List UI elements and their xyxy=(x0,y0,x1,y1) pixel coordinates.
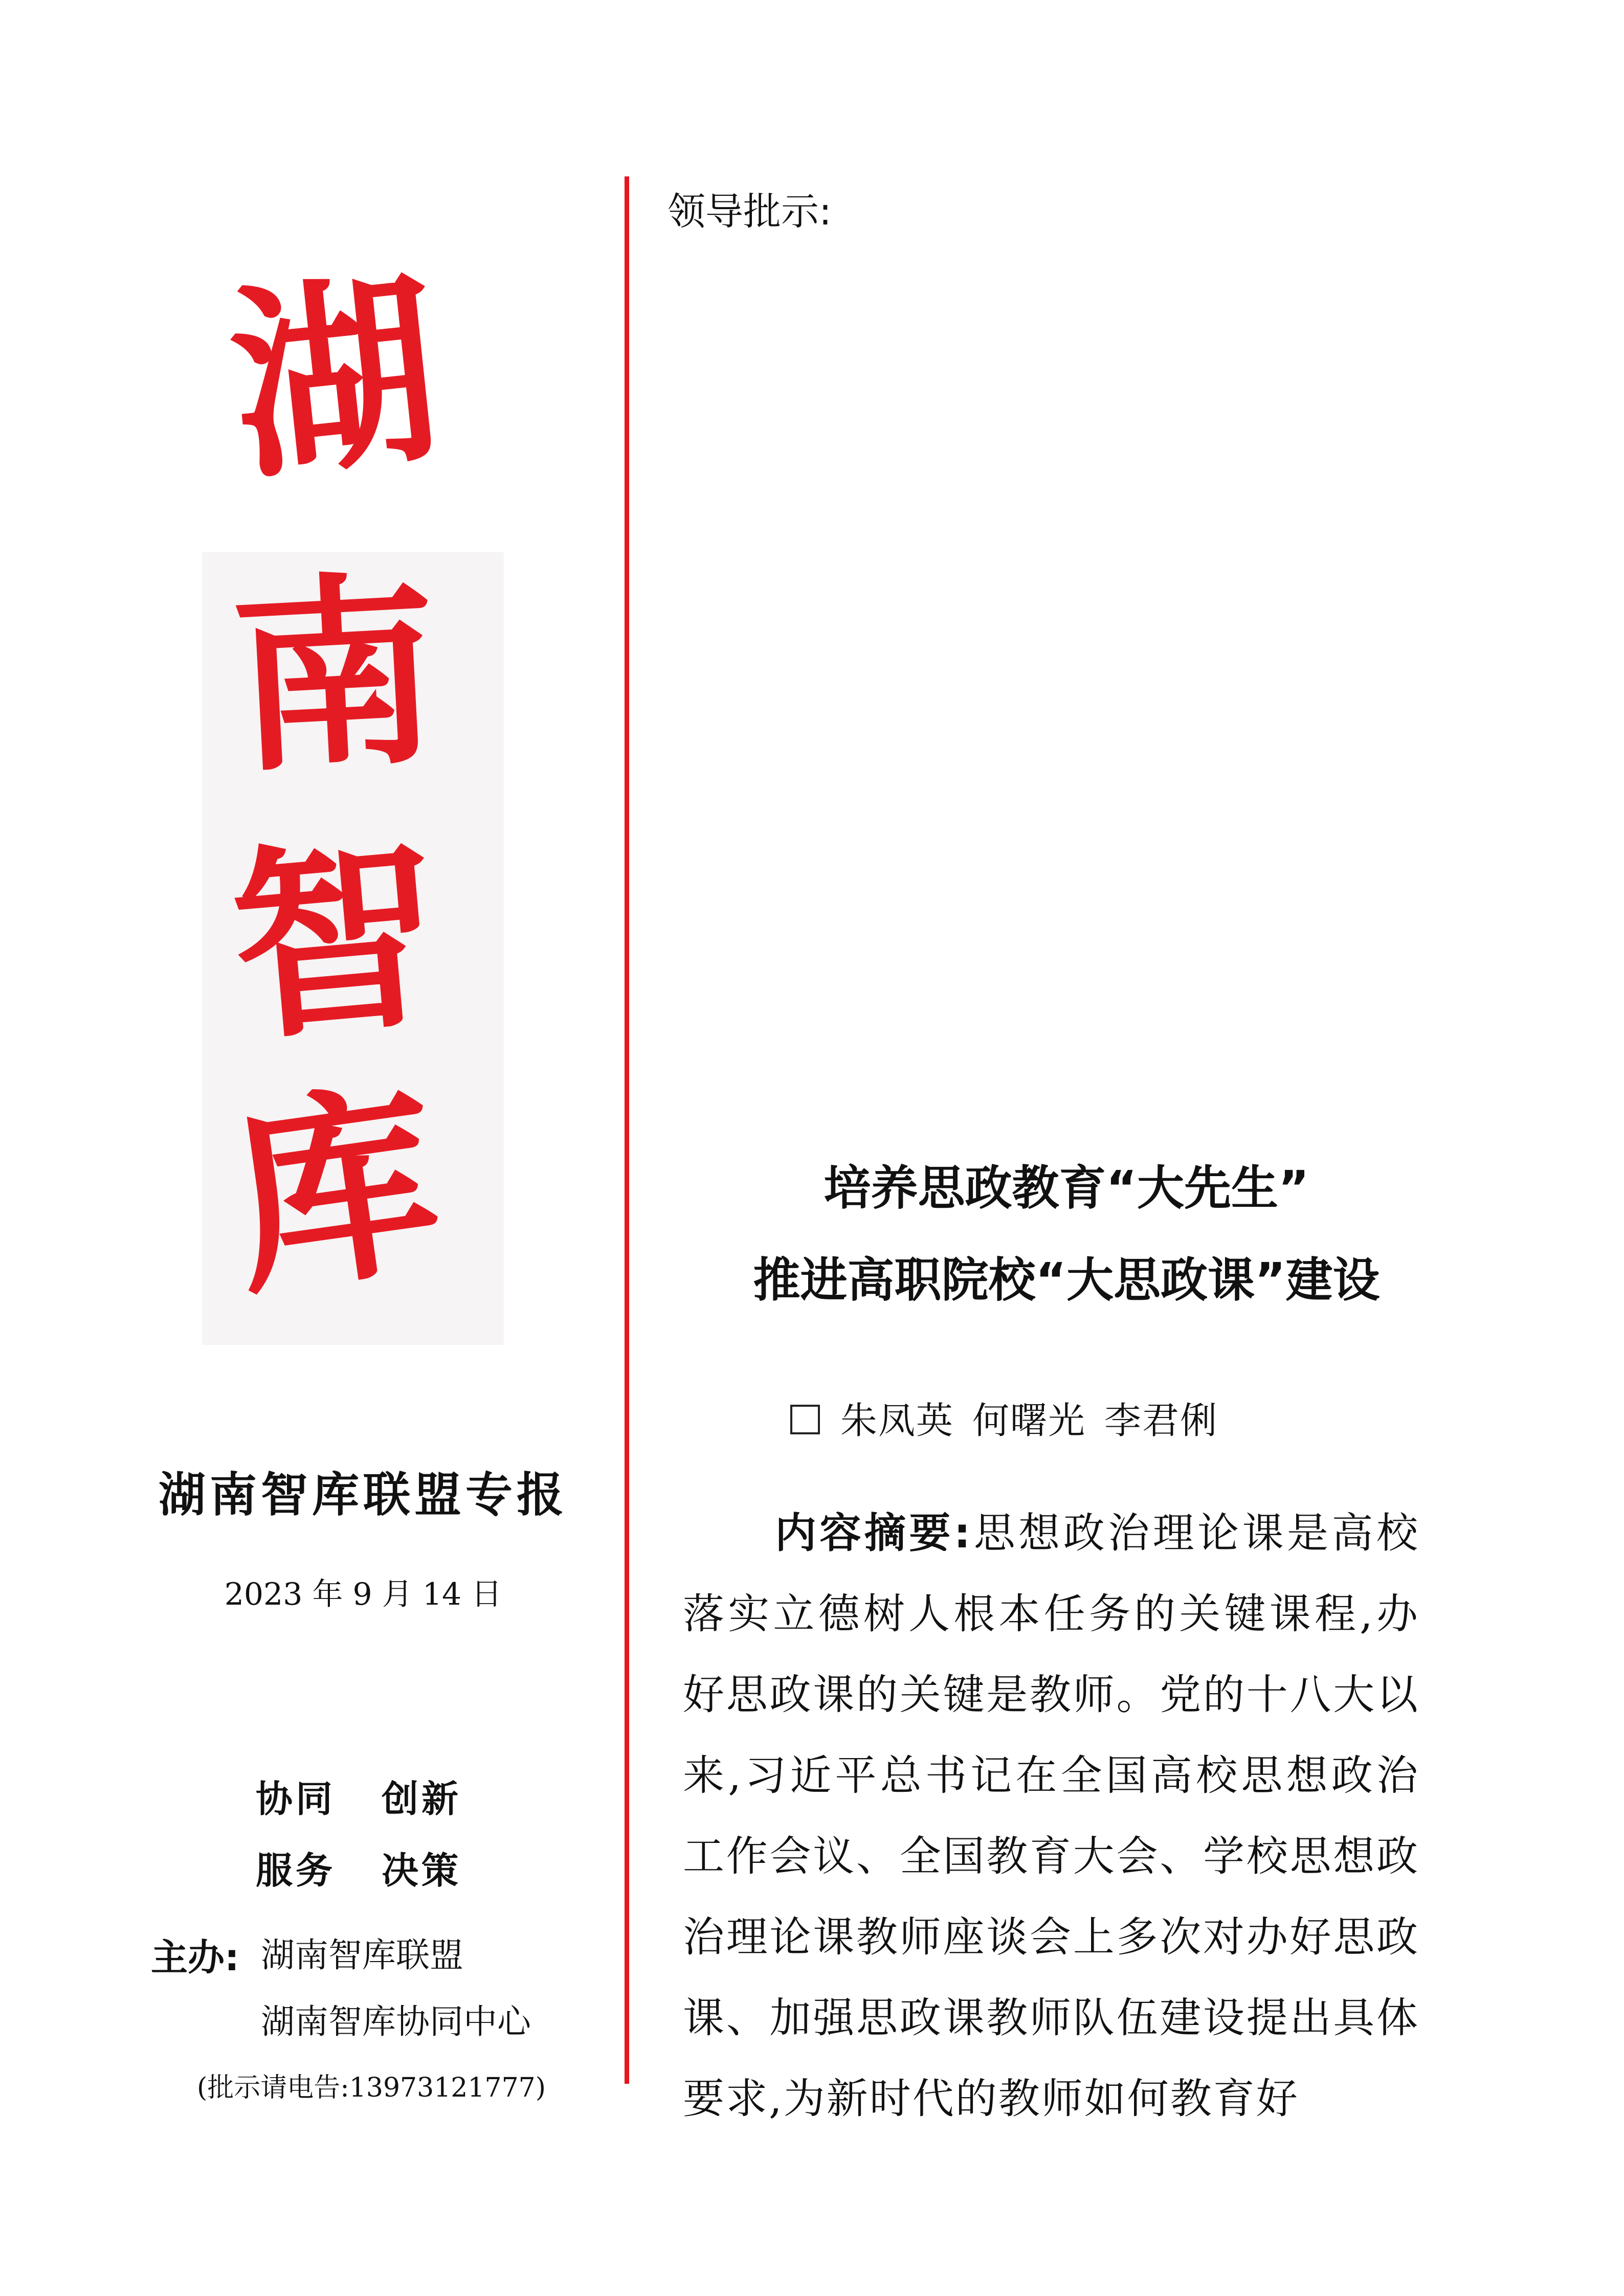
author-name: 李君俐 xyxy=(1104,1399,1218,1442)
masthead-calligraphy-char-3: 智 xyxy=(223,812,448,1070)
sponsor-org-2: 湖南智库协同中心 xyxy=(261,2002,531,2041)
motto-line-1 xyxy=(256,1769,461,1822)
motto-line-2 xyxy=(256,1841,461,1894)
motto-word: 创新 xyxy=(382,1777,462,1820)
article-title-line-1: 培养思政教育“大先生” xyxy=(824,1161,1309,1215)
contact-phone: (批示请电告:13973121777) xyxy=(197,2073,546,2103)
motto-word: 决策 xyxy=(382,1849,462,1892)
abstract-paragraph xyxy=(683,1493,1419,2140)
red-divider-line xyxy=(625,176,629,2084)
article-title-line-2: 推进高职院校“大思政课”建设 xyxy=(753,1253,1380,1308)
masthead-calligraphy-char-4: 库 xyxy=(217,1058,453,1325)
motto-word: 服务 xyxy=(256,1849,336,1892)
abstract-text: 思想政治理论课是高校落实立德树人根本任务的关键课程,办好思政课的关键是教师。党的十八大以来,习近平总书记在全国高校思想政治工作会议、全国教育大会、学校思想政治理论课教师座谈会上多次对办好思政课、加强思政课教师队伍建设提出具体要求,为新时代的教师如何教育好 xyxy=(683,1510,1419,2123)
square-icon xyxy=(790,1405,820,1434)
masthead-column xyxy=(0,0,627,2296)
bulletin-title: 湖南智库联盟专报 xyxy=(158,1468,568,1522)
abstract-label: 内容摘要: xyxy=(775,1510,972,1558)
author-name: 何曙光 xyxy=(972,1399,1086,1442)
author-byline xyxy=(790,1391,1218,1444)
leader-instruction-label: 领导批示: xyxy=(668,190,832,234)
sponsor-label: 主办: xyxy=(151,1936,239,1979)
masthead-calligraphy-char-1: 湖 xyxy=(220,248,450,509)
masthead-calligraphy-char-2: 南 xyxy=(226,549,444,801)
bulletin-date: 2023 年 9 月 14 日 xyxy=(224,1577,502,1612)
author-name: 朱凤英 xyxy=(840,1399,954,1442)
sponsor-org-1: 湖南智库联盟 xyxy=(261,1935,463,1975)
motto-word: 协同 xyxy=(256,1777,336,1820)
